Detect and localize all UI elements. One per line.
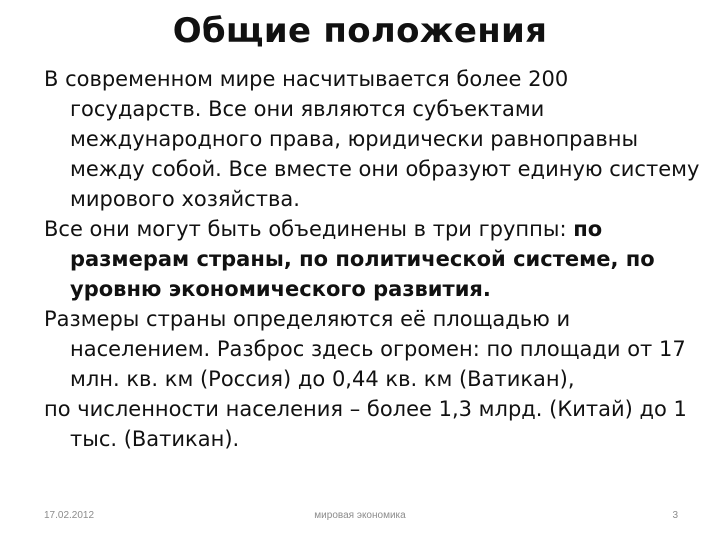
paragraph-country-size: Размеры страны определяются её площадью и населением. Разброс здесь огромен: по площади от 17 млн. кв. км (Россия) до 0,44 кв. км (Ватикан),: [44, 307, 686, 391]
slide-body: [44, 64, 700, 454]
footer-page-number: 3: [672, 510, 678, 521]
paragraph-population: по численности населения – более 1,3 млрд. (Китай) до 1 тыс. (Ватикан).: [44, 397, 687, 451]
paragraph-groups: [44, 214, 700, 304]
slide-title: Общие положения: [172, 11, 548, 51]
paragraph-groups-text: Все они могут быть объединены в три группы:: [44, 217, 574, 241]
footer-subject: мировая экономика: [314, 510, 406, 521]
paragraph-states-count: В современном мире насчитывается более 200 государств. Все они являются субъектами международного права, юридически равноправны между собой. Все вместе они образуют единую систему мирового хозяйства.: [44, 67, 700, 211]
footer-date: 17.02.2012: [44, 510, 95, 521]
paragraph-groups-bold: по размерам страны, по политической системе, по уровню экономического развития.: [70, 217, 655, 301]
